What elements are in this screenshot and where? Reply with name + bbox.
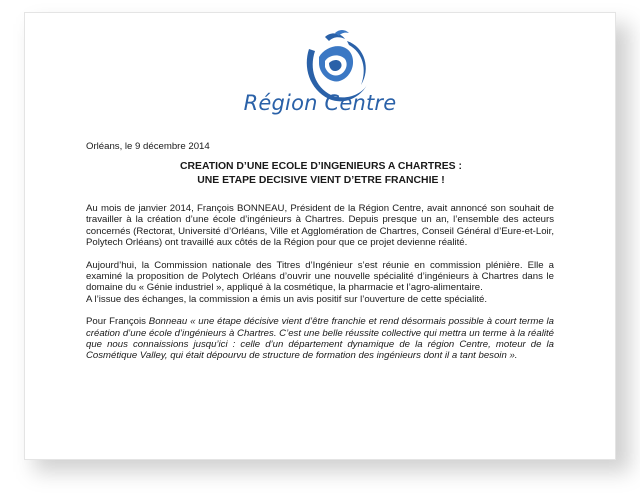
paragraph-4-name: Bonneau: [148, 316, 188, 328]
paragraph-4-lead: Pour François: [86, 316, 149, 328]
title-line-2: UNE ETAPE DECISIVE VIENT D’ETRE FRANCHIE !: [197, 175, 445, 186]
press-release-page: [24, 12, 616, 460]
paragraph-4: [86, 316, 554, 362]
paragraph-1: Au mois de janvier 2014, François BONNEAU, Président de la Région Centre, avait annoncé son souhait de travailler à la création d’une école d’ingénieurs à Chartres. Depuis presque un an, l’ensemble des acteurs concernés (Rectorat, Université d’Orléans, Ville et Agglomération de Chartres, Conseil Général d’Eure-et-Loir, Polytech Orléans) ont travaillé aux côtés de la Région pour que ce projet devienne réalité.: [86, 203, 554, 249]
document-title: [86, 160, 556, 188]
brand-name: Région Centre: [243, 91, 397, 115]
paragraph-2: Aujourd’hui, la Commission nationale des Titres d’Ingénieur s’est réunie en commission plénière. Elle a examiné la proposition de Polytech Orléans d’ouvrir une nouvelle spécialité d’ingénieurs à Chartres dans le domaine du « Génie industriel », appliqué à la cosmétique, la pharmacie et l’agro-alimentaire.: [86, 259, 554, 294]
paragraph-4-quote: « une étape décisive vient d’être franchie et rend désormais possible à court terme la création d’une école d’ingénieurs à Chartres. C’est une belle réussite collective qui mettra un terme à la réalité que nous connaissions jusqu’ici : celle d’un département dynamique de la région Centre, moteur de la Cosmétique Valley, qui était dépourvu de structure de formation des ingénieurs dont il a tant besoin ».: [86, 316, 554, 362]
document-date: Orléans, le 9 décembre 2014: [86, 141, 210, 152]
document-body: [86, 203, 554, 373]
title-line-1: CREATION D’UNE ECOLE D’INGENIEURS A CHARTRES :: [180, 161, 462, 172]
paragraph-3: A l’issue des échanges, la commission a émis un avis positif sur l’ouverture de cette spécialité.: [86, 293, 487, 305]
